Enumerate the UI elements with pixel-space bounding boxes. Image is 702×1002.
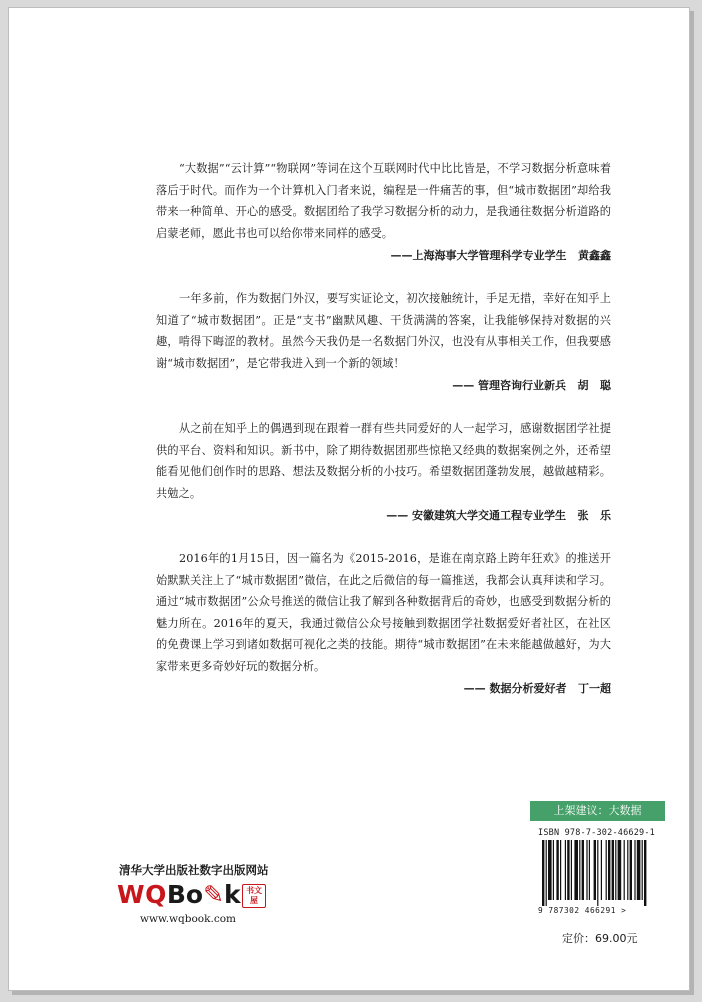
publisher-name: 清华大学出版社数字出版网站 bbox=[119, 863, 269, 877]
review-text: 一年多前，作为数据门外汉，要写实证论文，初次接触统计，手足无措，幸好在知乎上知道了“城市数据团”。正是“支书”幽默风趣、干货满满的答案，让我能够保持对数据的兴趣，啃得下晦涩的教材。虽然今天我仍是一名数据门外汉，也没有从事相关工作，但我要感谢“城市数据团”，是它带我进入到一个新的领域！ bbox=[156, 292, 611, 370]
isbn-barcode bbox=[538, 828, 660, 924]
logo-bo-text: Bo bbox=[166, 880, 204, 909]
review-attribution: —— 管理咨询行业新兵 胡 聪 bbox=[452, 379, 611, 392]
barcode-bar bbox=[606, 840, 607, 900]
barcode-bar bbox=[574, 840, 578, 900]
barcode-bar bbox=[597, 840, 598, 906]
barcode-bar bbox=[634, 840, 635, 900]
barcode-bar bbox=[615, 840, 616, 900]
barcode-bar bbox=[582, 840, 584, 900]
barcode-bar bbox=[571, 840, 572, 900]
barcode-bar bbox=[556, 840, 558, 900]
review-attribution: —— 数据分析爱好者 丁一超 bbox=[463, 682, 611, 695]
barcode-bar bbox=[608, 840, 610, 900]
barcode-bar bbox=[644, 840, 646, 906]
barcode-bars bbox=[538, 840, 660, 906]
barcode-bar bbox=[579, 840, 580, 900]
barcode-bar bbox=[589, 840, 590, 900]
barcode-bar bbox=[642, 840, 643, 900]
review-2 bbox=[156, 288, 611, 393]
barcode-bar bbox=[612, 840, 614, 900]
barcode-bar bbox=[560, 840, 561, 900]
review-text: 2016年的1月15日，因一篇名为《2015-2016，是谁在南京路上跨年狂欢》的推送开始默默关注上了“城市数据团”微信，在此之后微信的每一篇推送，我都会认真拜读和学习。通过“城市数据团”公众号推送的微信让我了解到各种数据背后的奇妙，也感受到数据分析的魅力所在。2016年的夏天，我通过微信公众号接触到数据团学社数据爱好者社区，在社区的免费课上学习到诸如数据可视化之类的技能。期待“城市数据团”在未来能越做越好，为大家带来更多奇妙好玩的数据分析。 bbox=[156, 552, 611, 673]
review-text: 从之前在知乎上的偶遇到现在跟着一群有些共同爱好的人一起学习，感谢数据团学社提供的平台、资料和知识。新书中，除了期待数据团那些惊艳又经典的数据案例之外，还希望能看见他们创作时的思路、想法及数据分析的小技巧。希望数据团蓬勃发展，越做越精彩。共勉之。 bbox=[156, 422, 611, 500]
logo-k-text: k bbox=[224, 880, 241, 909]
shelf-suggestion-badge: 上架建议：大数据 bbox=[530, 801, 665, 821]
barcode-bar bbox=[637, 840, 641, 900]
logo-bird-icon: ✎ bbox=[203, 880, 225, 909]
barcode-bar bbox=[594, 840, 596, 900]
barcode-bar bbox=[627, 840, 628, 900]
barcode-bar bbox=[601, 840, 602, 900]
barcode-bar bbox=[548, 840, 552, 900]
barcode-bar bbox=[565, 840, 566, 900]
reader-reviews bbox=[156, 158, 611, 721]
logo-wq-text: WQ bbox=[117, 880, 167, 909]
barcode-bar bbox=[542, 840, 544, 906]
isbn-number: ISBN 978-7-302-46629-1 bbox=[538, 828, 655, 838]
review-1 bbox=[156, 158, 611, 263]
review-text: “大数据”“云计算”“物联网”等词在这个互联网时代中比比皆是，不学习数据分析意味着落后于时代。而作为一个计算机入门者来说，编程是一件痛苦的事，但“城市数据团”却给我带来一种简单、开心的感受。数据团给了我学习数据分析的动力，是我通往数据分析道路的启蒙老师，愿此书也可以给你带来同样的感受。 bbox=[156, 162, 611, 240]
publisher-url: www.wqbook.com bbox=[140, 913, 236, 925]
logo-seal-text: 书文屋 bbox=[246, 885, 262, 905]
barcode-bar bbox=[586, 840, 587, 900]
price-label: 定价：69.00元 bbox=[562, 932, 638, 945]
barcode-bar bbox=[567, 840, 569, 900]
review-3 bbox=[156, 418, 611, 523]
barcode-bar bbox=[618, 840, 622, 900]
review-4 bbox=[156, 548, 611, 696]
barcode-bar bbox=[624, 840, 625, 900]
review-attribution: —— 安徽建筑大学交通工程专业学生 张 乐 bbox=[386, 509, 611, 522]
logo-seal-icon bbox=[242, 884, 266, 908]
barcode-digits: 9 787302 466291 > bbox=[538, 906, 627, 915]
barcode-bar bbox=[553, 840, 554, 900]
publisher-logo bbox=[117, 880, 267, 910]
back-cover bbox=[8, 7, 690, 991]
barcode-bar bbox=[630, 840, 632, 900]
review-attribution: ——上海海事大学管理科学专业学生 黄鑫鑫 bbox=[390, 249, 611, 262]
barcode-bar bbox=[546, 840, 547, 906]
